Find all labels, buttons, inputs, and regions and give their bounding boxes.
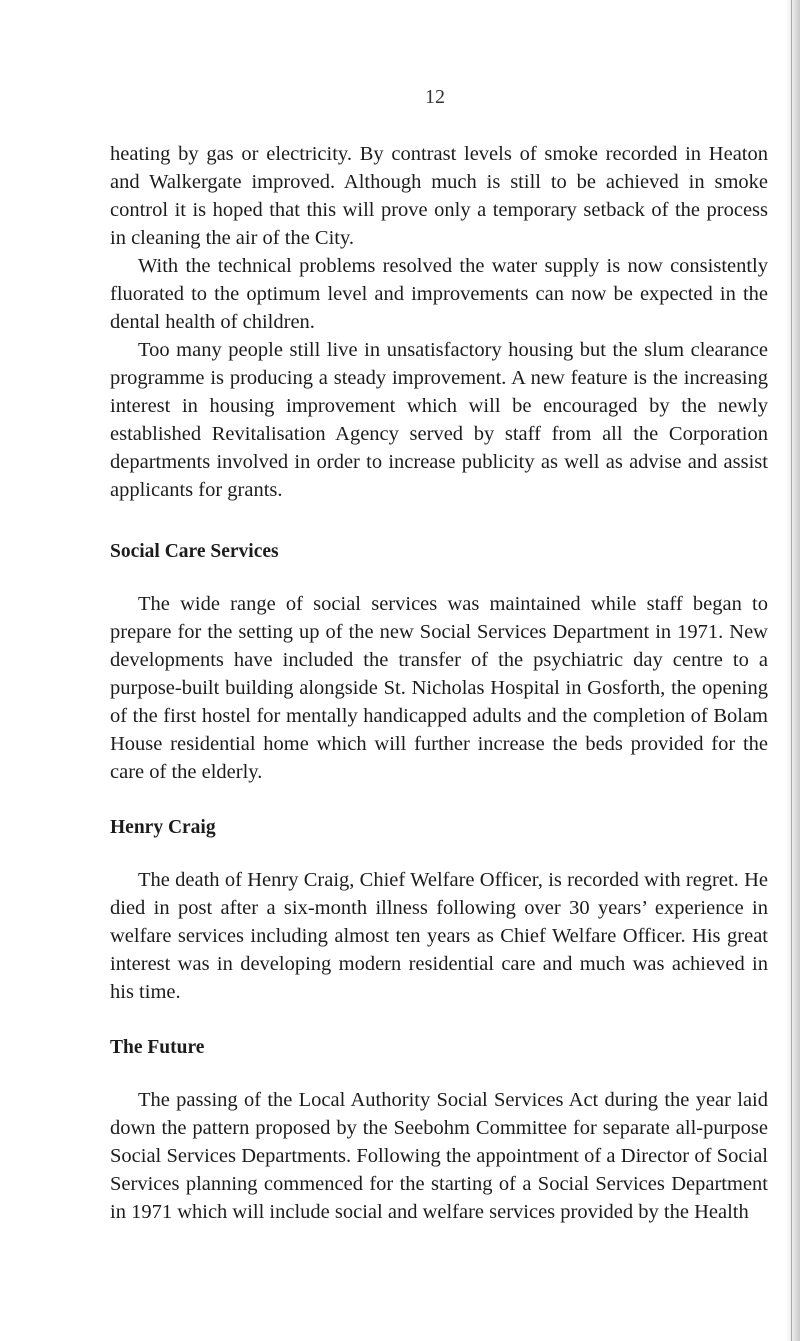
section-spacer [110,786,768,814]
page-edge-shadow [786,0,800,1341]
section-the-future [110,1034,768,1226]
section-paragraph: The passing of the Local Authority Social Services Act during the year laid down the pattern proposed by the Seebohm Committee for separate all-purpose Social Services Departments. Following the appointment of a Director of Social Services planning commenced for the starting of a Social Services Department in 1971 which will include social and welfare services provided by the Health [110,1089,768,1223]
heading-spacer [110,566,768,590]
section-henry-craig [110,814,768,1006]
page-body [110,140,768,1226]
heading-spacer [110,1062,768,1086]
heading-spacer [110,842,768,866]
section-spacer [110,1006,768,1034]
page-edge-line [791,0,792,1341]
section-paragraph: The wide range of social services was maintained while staff began to prepare for the setting up of the new Social Services Department in 1971. New developments have included the transfer of the psychiatric day centre to a purpose-built building alongside St. Nicholas Hospital in Gosforth, the opening of the first hostel for mentally handicapped adults and the completion of Bolam House residential home which will further increase the beds provided for the care of the elderly. [110,593,768,783]
section-heading: The Future [110,1037,205,1058]
intro-paragraph-3: Too many people still live in unsatisfactory housing but the slum clearance programme is producing a steady improvement. A new feature is the increasing interest in housing improvement which will be encouraged by the newly established Revitalisation Agency served by staff from all the Corporation departments involved in order to increase publicity as well as advise and assist applicants for grants. [110,339,768,501]
section-paragraph: The death of Henry Craig, Chief Welfare Officer, is recorded with regret. He died in post after a six-month illness following over 30 years’ experience in welfare services including almost ten years as Chief Welfare Officer. His great interest was in developing modern residential care and much was achieved in his time. [110,869,768,1003]
intro-paragraph-2: With the technical problems resolved the water supply is now consistently fluorated to the optimum level and improvements can now be expected in the dental health of children. [110,255,768,333]
section-heading: Social Care Services [110,541,279,562]
section-social-care-services [110,538,768,786]
page-number: 12 [425,86,445,108]
section-heading: Henry Craig [110,817,216,838]
intro-paragraph-1: heating by gas or electricity. By contrast levels of smoke recorded in Heaton and Walkergate improved. Although much is still to be achieved in smoke control it is hoped that this will prove only a temporary setback of the process in cleaning the air of the City. [110,143,768,249]
section-spacer [110,504,768,538]
